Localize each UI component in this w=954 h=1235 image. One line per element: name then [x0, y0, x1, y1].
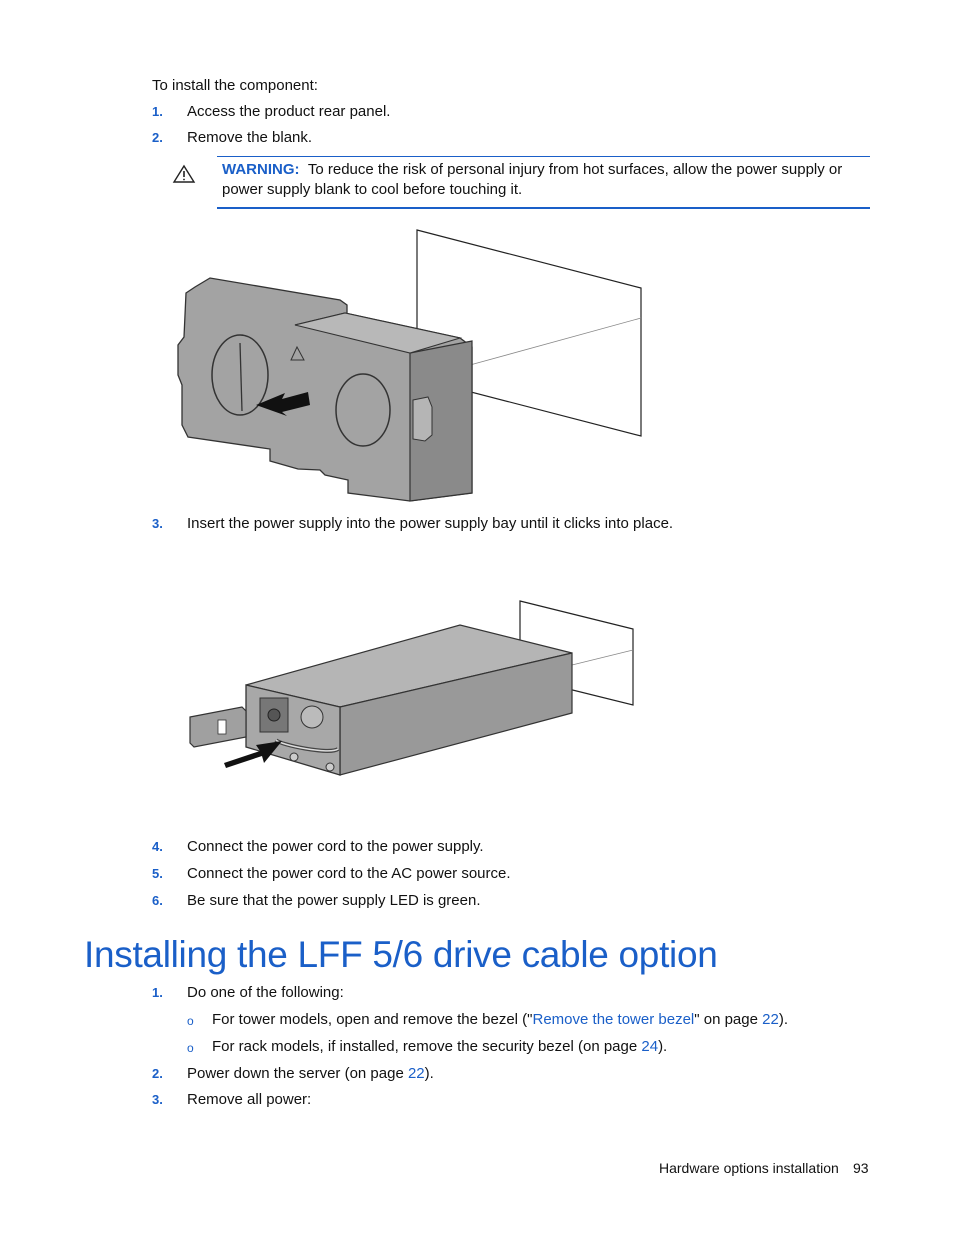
step-text: Do one of the following:: [187, 984, 344, 1001]
step-text: Connect the power cord to the power supply.: [187, 838, 484, 855]
bullet-text-part: For rack models, if installed, remove the security bezel (on page: [212, 1038, 642, 1055]
step-text: Connect the power cord to the AC power source.: [187, 865, 511, 882]
step-text: Access the product rear panel.: [187, 103, 391, 120]
step-number: 2.: [152, 1066, 163, 1081]
step-text: Remove all power:: [187, 1091, 312, 1108]
blank-removal-illustration: [170, 225, 650, 505]
bullet-text-part: ).: [778, 1011, 788, 1028]
step-number: 4.: [152, 839, 163, 854]
step-number: 3.: [152, 1092, 163, 1107]
bullet-text-part: ).: [658, 1038, 668, 1055]
bullet-text: [212, 1037, 667, 1057]
section-heading: Installing the LFF 5/6 drive cable option: [84, 934, 718, 975]
footer-page-number: 93: [853, 1160, 869, 1176]
warning-icon: [172, 164, 196, 184]
warning-line-2: power supply blank to cool before touching it.: [222, 181, 523, 198]
warning-label: WARNING:: [222, 161, 300, 178]
step-text: Insert the power supply into the power supply bay until it clicks into place.: [187, 515, 674, 532]
step-number: 2.: [152, 130, 163, 145]
step-text: Remove the blank.: [187, 129, 313, 146]
step-number: 6.: [152, 893, 163, 908]
page-link[interactable]: 24: [641, 1038, 659, 1055]
warning-line-1: [222, 160, 842, 180]
bullet-text-part: For tower models, open and remove the bezel (": [212, 1011, 533, 1028]
remove-tower-bezel-link[interactable]: Remove the tower bezel: [532, 1011, 695, 1028]
step-number: 1.: [152, 985, 163, 1000]
step-text-part: Power down the server (on page: [187, 1065, 408, 1082]
bullet-marker: o: [187, 1041, 194, 1055]
bullet-marker: o: [187, 1014, 194, 1028]
step-number: 5.: [152, 866, 163, 881]
step-text: [187, 1064, 434, 1084]
footer-section-title: Hardware options installation: [659, 1160, 839, 1176]
step-number: 1.: [152, 104, 163, 119]
page-link[interactable]: 22: [407, 1065, 425, 1082]
bullet-text: [212, 1010, 788, 1030]
step-number: 3.: [152, 516, 163, 531]
bullet-text-part: " on page: [694, 1011, 763, 1028]
warning-text: To reduce the risk of personal injury from hot surfaces, allow the power supply or: [307, 161, 843, 178]
page-link[interactable]: 22: [762, 1011, 779, 1028]
intro-text: To install the component:: [152, 77, 318, 94]
power-supply-insert-illustration: [180, 595, 640, 795]
step-text: Be sure that the power supply LED is green.: [187, 892, 481, 909]
step-text-part: ).: [424, 1065, 434, 1082]
